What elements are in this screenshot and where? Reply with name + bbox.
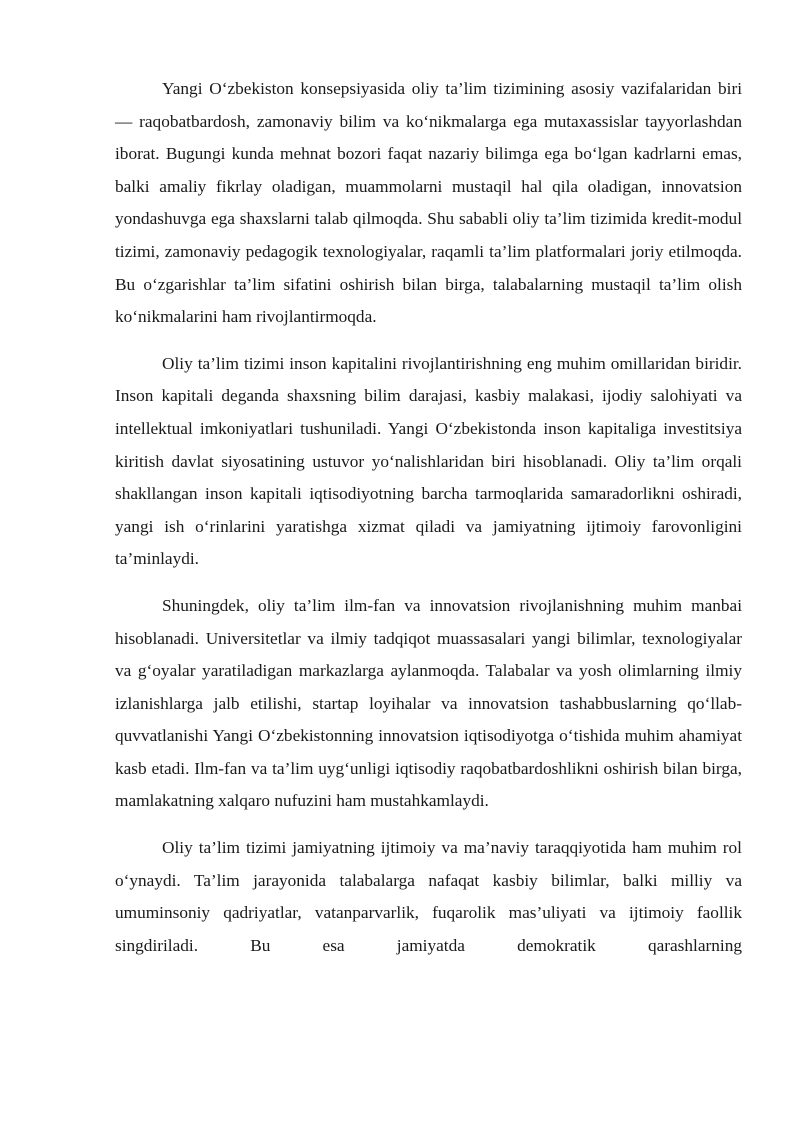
paragraph-3: Shuningdek, oliy ta’lim ilm-fan va innovatsion rivojlanishning muhim manbai hisoblanadi. Universitetlar va ilmiy tadqiqot muassasalari yangi bilimlar, texnologiyalar va g‘oyalar yaratiladigan markazlarga aylanmoqda. Talabalar va yosh olimlarning ilmiy izlanishlarga jalb etilishi, startap loyihalar va innovatsion tashabbuslarning qo‘llab-quvvatlanishi Yangi O‘zbekistonning innovatsion iqtisodiyotga o‘tishida muhim ahamiyat kasb etadi. Ilm-fan va ta’lim uyg‘unligi iqtisodiy raqobatbardoshlikni oshirish bilan birga, mamlakatning xalqaro nufuzini ham mustahkamlaydi. (115, 595, 742, 811)
paragraph-1: Yangi O‘zbekiston konsepsiyasida oliy ta’lim tizimining asosiy vazifalaridan biri — raqobatbardosh, zamonaviy bilim va ko‘nikmalarga ega mutaxassislar tayyorlashdan iborat. Bugungi kunda mehnat bozori faqat nazariy bilimga ega bo‘lgan kadrlarni emas, balki amaliy fikrlay oladigan, muammolarni mustaqil hal qila oladigan, innovatsion yondashuvga ega shaxslarni talab qilmoqda. Shu sababli oliy ta’lim tizimida kredit-modul tizimi, zamonaviy pedagogik texnologiyalar, raqamli ta’lim platformalari joriy etilmoqda. Bu o‘zgarishlar ta’lim sifatini oshirish bilan birga, talabalarning mustaqil ta’lim olish ko‘nikmalarini ham rivojlantirmoqda. (115, 79, 742, 327)
document-page (115, 73, 742, 976)
paragraph-2: Oliy ta’lim tizimi inson kapitalini rivojlantirishning eng muhim omillaridan biridir. Inson kapitali deganda shaxsning bilim darajasi, kasbiy malakasi, ijodiy salohiyati va intellektual imkoniyatlari tushuniladi. Yangi O‘zbekistonda inson kapitaliga investitsiya kiritish davlat siyosatining ustuvor yo‘nalishlaridan biri hisoblanadi. Oliy ta’lim orqali shakllangan inson kapitali iqtisodiyotning barcha tarmoqlarida samaradorlikni oshiradi, yangi ish o‘rinlarini yaratishga xizmat qiladi va jamiyatning ijtimoiy farovonligini ta’minlaydi. (115, 353, 742, 569)
paragraph-4: Oliy ta’lim tizimi jamiyatning ijtimoiy va ma’naviy taraqqiyotida ham muhim rol o‘ynaydi. Ta’lim jarayonida talabalarga nafaqat kasbiy bilimlar, balki milliy va umuminsoniy qadriyatlar, vatanparvarlik, fuqarolik mas’uliyati va ijtimoiy faollik singdiriladi. Bu esa jamiyatda demokratik qarashlarning (115, 838, 742, 955)
